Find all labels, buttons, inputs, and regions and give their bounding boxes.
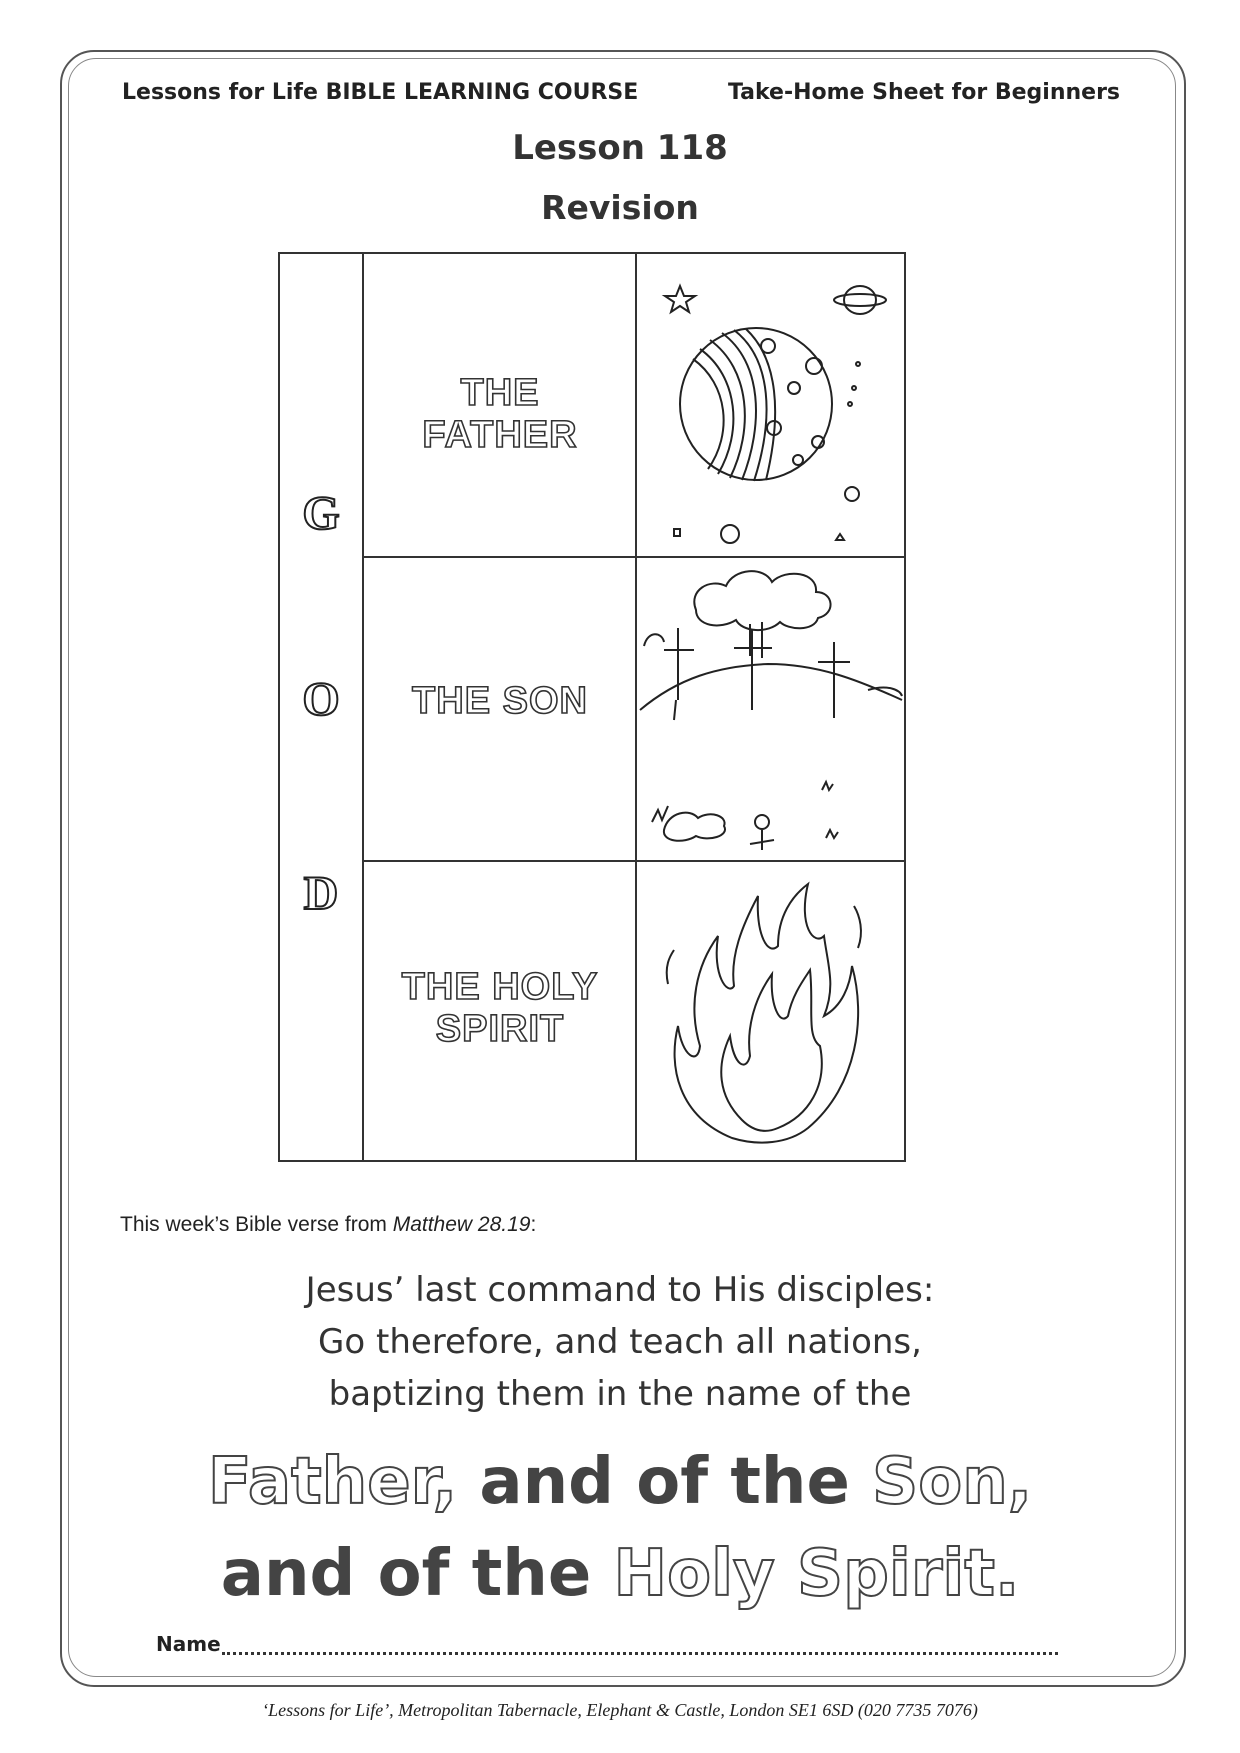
letter-g: G xyxy=(302,487,340,540)
verse-big-line-2 xyxy=(0,1528,1240,1620)
footer-address: ‘Lessons for Life’, Metropolitan Tabernacle, Elephant & Castle, London SE1 6SD (020 7735 7076) xyxy=(262,1700,978,1720)
label-line: THE SON xyxy=(412,680,588,722)
label-line: FATHER xyxy=(422,414,578,456)
lesson-number: Lesson 118 xyxy=(512,128,728,168)
label-the-father xyxy=(364,372,636,456)
name-label: Name xyxy=(156,1632,221,1656)
letter-d: D xyxy=(303,867,339,920)
sheet-type: Take-Home Sheet for Beginners xyxy=(728,80,1121,105)
god-column xyxy=(280,254,364,1160)
label-line: SPIRIT xyxy=(435,1008,565,1050)
flame-icon xyxy=(638,866,904,1156)
name-write-line[interactable] xyxy=(222,1652,1058,1655)
verse-big-line-1 xyxy=(0,1436,1240,1528)
verse-line-1: Jesus’ last command to His disciples: xyxy=(305,1270,935,1310)
verse-line-3: baptizing them in the name of the xyxy=(328,1374,912,1414)
verse-intro-colon: : xyxy=(530,1213,537,1236)
verse-intro xyxy=(120,1213,536,1237)
verse-line-2: Go therefore, and teach all nations, xyxy=(318,1322,922,1362)
label-line: THE xyxy=(460,372,540,414)
word-father: Father, xyxy=(207,1445,458,1519)
god-table xyxy=(278,252,906,1162)
words-and-of-the: and of the xyxy=(457,1445,873,1519)
words-holy-spirit: Holy Spirit. xyxy=(613,1537,1020,1611)
words-and-of-the: and of the xyxy=(220,1537,614,1611)
row-divider xyxy=(362,556,904,558)
course-title: Lessons for Life BIBLE LEARNING COURSE xyxy=(122,80,639,105)
three-crosses-hill-icon xyxy=(638,560,904,856)
label-the-holy-spirit xyxy=(364,966,636,1050)
word-son: Son, xyxy=(872,1445,1033,1519)
label-the-son xyxy=(364,680,636,722)
verse-intro-text: This week’s Bible verse from xyxy=(120,1213,393,1236)
row-divider xyxy=(362,860,904,862)
label-line: THE HOLY xyxy=(401,966,599,1008)
verse-reference: Matthew 28.19 xyxy=(392,1213,531,1236)
space-planets-icon xyxy=(638,264,904,550)
letter-o: O xyxy=(302,673,340,726)
lesson-subtitle: Revision xyxy=(541,188,699,227)
